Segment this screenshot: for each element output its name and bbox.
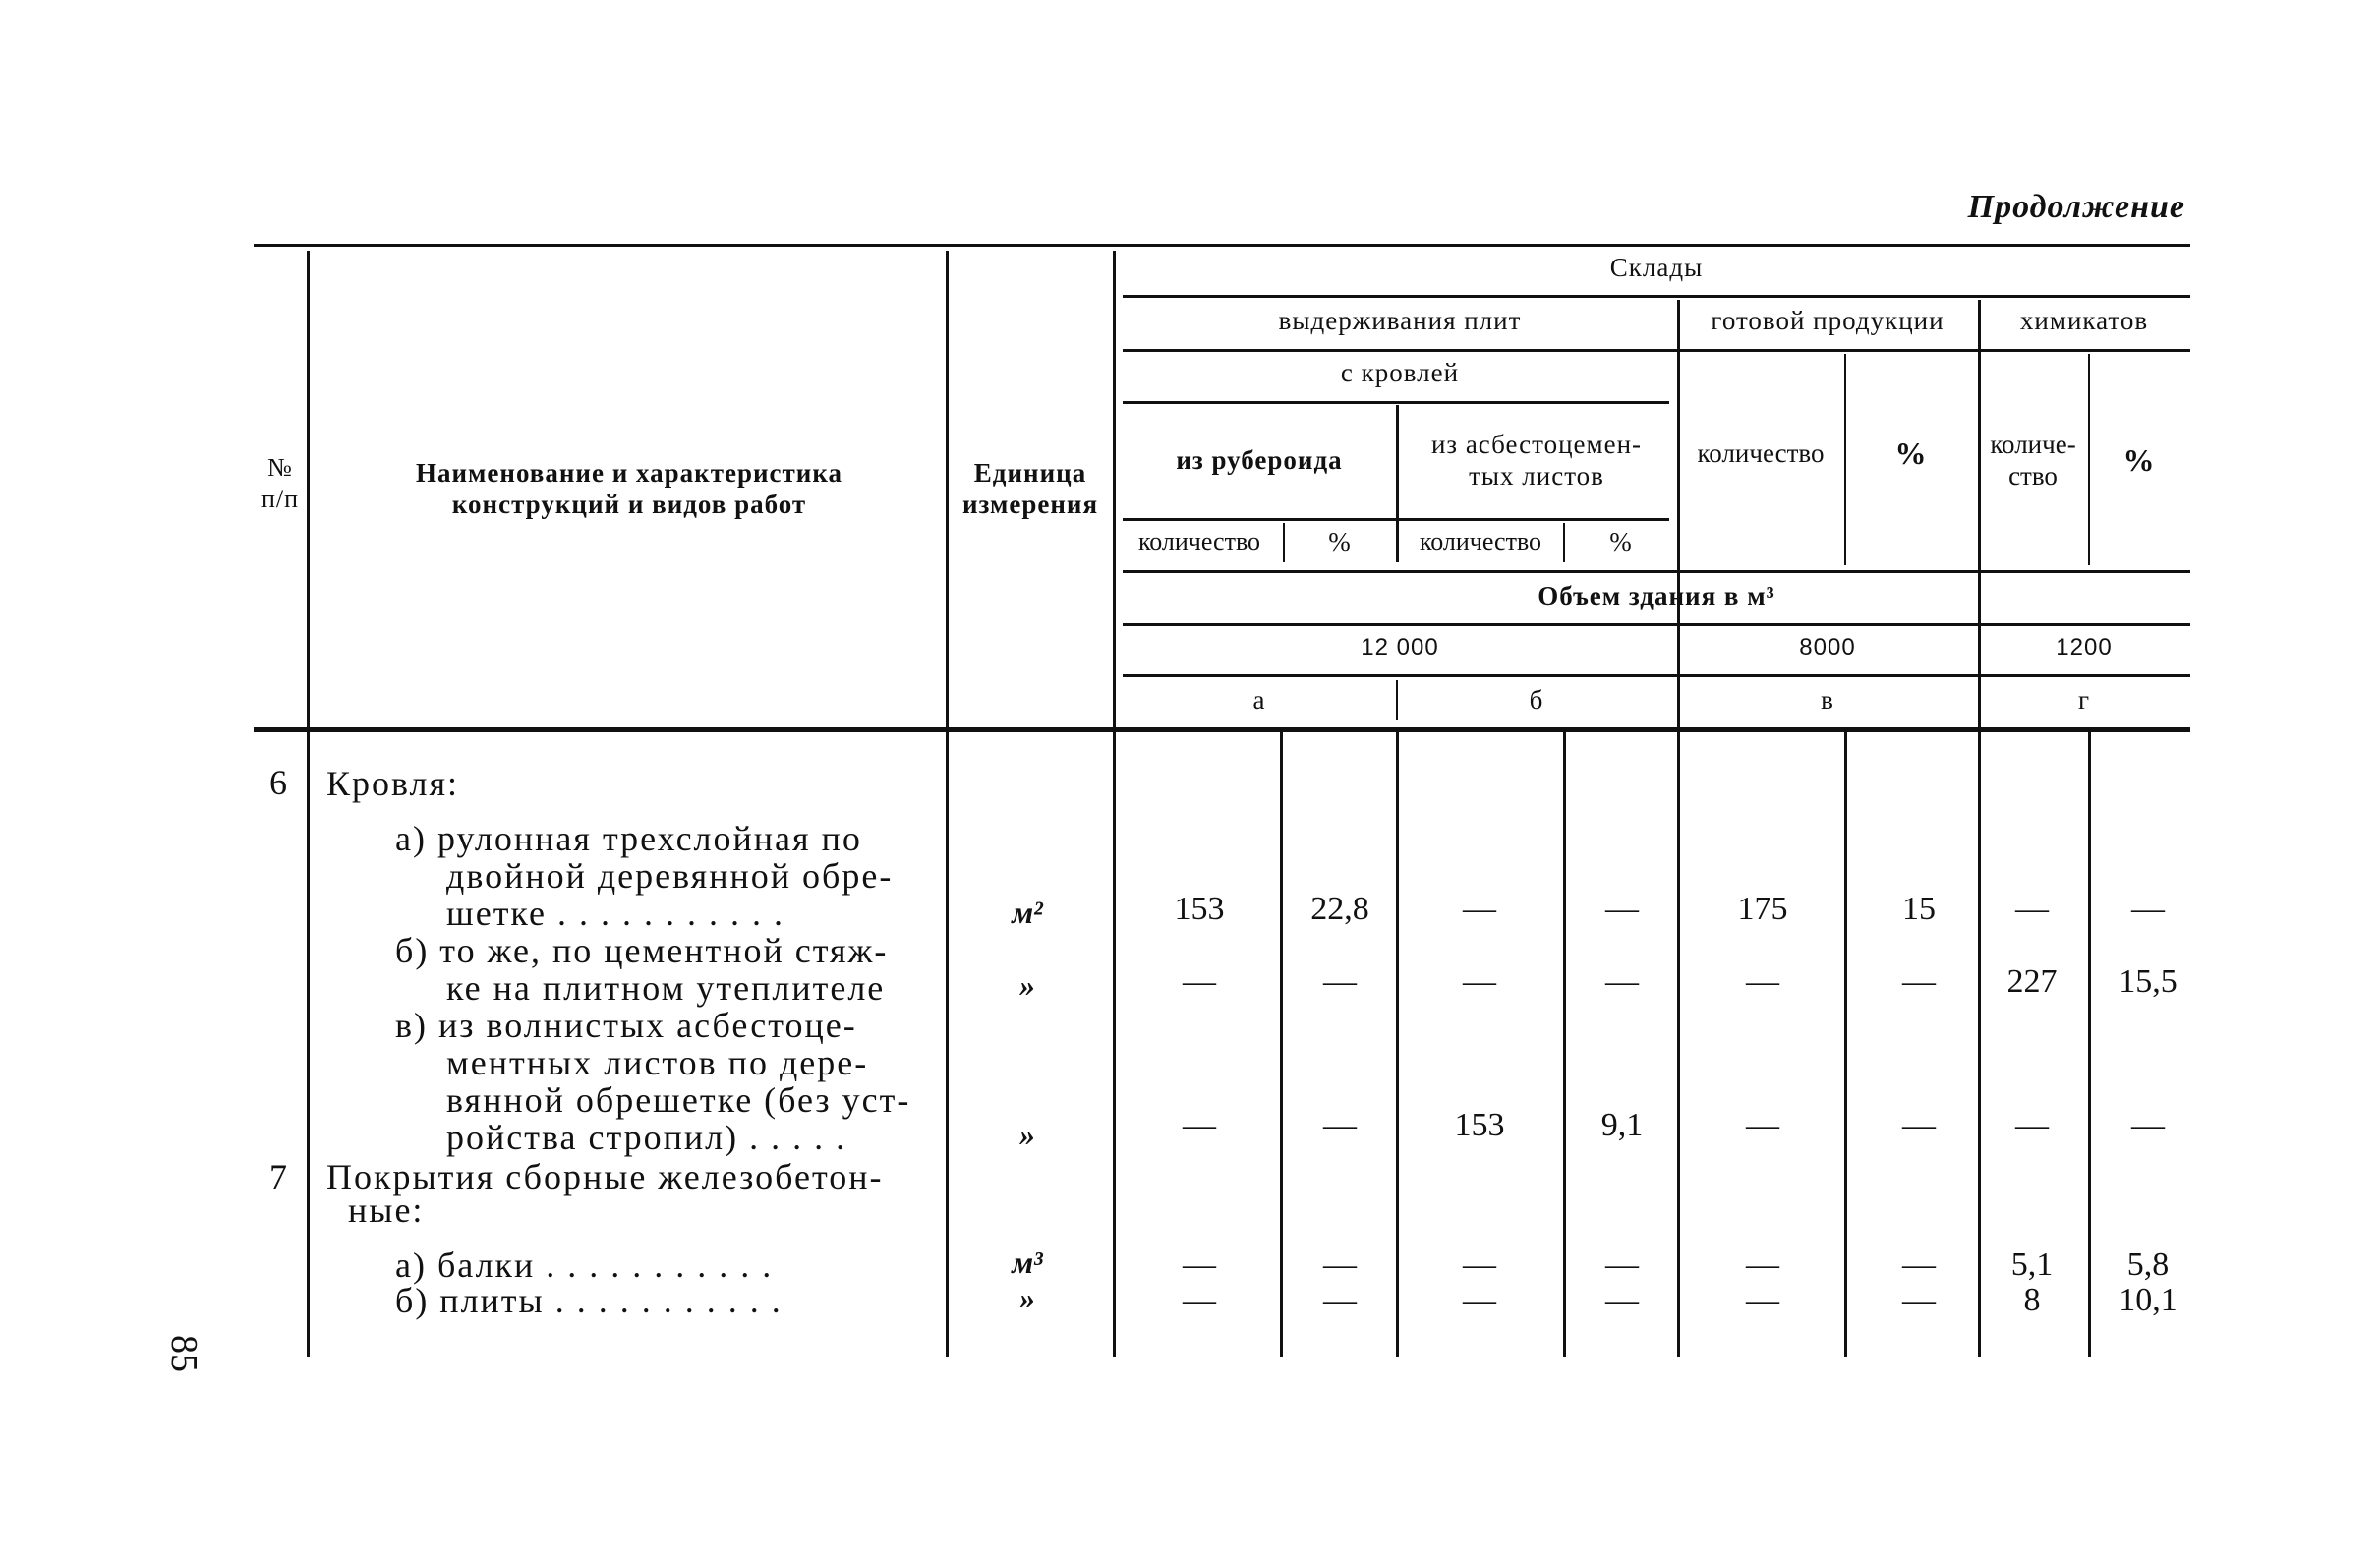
row-6a-line2: двойной деревянной обре- — [446, 856, 894, 896]
rule-under-sklady — [1123, 295, 2190, 298]
row-7b-val-4: — — [1605, 1282, 1639, 1318]
rule-under-obem — [1123, 623, 2190, 626]
header-khimikatov: химикатов — [2019, 306, 2149, 335]
row-6a-unit: м² — [1012, 895, 1043, 930]
header-unit: Единица измерения — [961, 458, 1099, 519]
row-7b-val-5: — — [1746, 1282, 1779, 1318]
row-7b-line1: б) плиты . . . . . . . . . . . — [395, 1281, 783, 1320]
row-7a-val-5: — — [1746, 1247, 1779, 1283]
col-divider-3 — [1113, 251, 1116, 1357]
header-sklady: Склады — [1609, 253, 1704, 282]
row-6b-val-3: — — [1463, 963, 1496, 1000]
row-6b-val-2: — — [1323, 963, 1357, 1000]
row-6b-val-1: — — [1183, 963, 1216, 1000]
header-letter-v: в — [1821, 685, 1834, 715]
row-7a-val-7: 5,1 — [2010, 1247, 2054, 1283]
row-6v-line4: ройства стропил) . . . . . — [446, 1118, 847, 1157]
row-6v-unit: » — [1019, 1117, 1035, 1152]
col-divider-2 — [946, 251, 949, 1357]
row-6v-line1: в) из волнистых асбестоце- — [395, 1006, 857, 1045]
row-6b-line1: б) то же, по цементной стяж- — [395, 931, 889, 970]
row-7b-val-8: 10,1 — [2119, 1282, 2177, 1318]
header-vol-g: 1200 — [2056, 634, 2113, 661]
header-vyderzhivaniya: выдерживания плит — [1278, 306, 1522, 335]
header-letter-b: б — [1529, 685, 1544, 715]
row-7b-val-7: 8 — [2023, 1282, 2041, 1318]
row-7a-val-4: — — [1605, 1247, 1639, 1283]
row-6a-val-3: — — [1463, 891, 1496, 927]
header-obem: Объем здания в м³ — [1538, 581, 1775, 610]
table-top-border — [254, 244, 2190, 247]
row-6a-val-4: — — [1605, 891, 1639, 927]
row-6b-val-6: — — [1902, 963, 1936, 1000]
row-7a-val-1: — — [1183, 1247, 1216, 1283]
header-iz-ruberoida: из рубероида — [1176, 445, 1343, 475]
header-kol-h: количе- ство — [1990, 430, 2076, 491]
row-7b-val-3: — — [1463, 1282, 1496, 1318]
row-6a-line3: шетке . . . . . . . . . . . — [446, 894, 785, 933]
continuation-label: Продолжение — [1967, 189, 2185, 225]
row-6b-val-8: 15,5 — [2119, 963, 2177, 1000]
row-6v-val-8: — — [2131, 1107, 2165, 1143]
row-7a-val-6: — — [1902, 1247, 1936, 1283]
row-6v-val-1: — — [1183, 1107, 1216, 1143]
header-pct-r: % — [1328, 527, 1352, 556]
row-6b-line2: ке на плитном утеплителе — [446, 968, 886, 1008]
row-6b-val-5: — — [1746, 963, 1779, 1000]
row-6v-line3: вянной обрешетке (без уст- — [446, 1080, 911, 1120]
rule-under-s-krovley — [1123, 401, 1669, 404]
row-6v-val-6: — — [1902, 1107, 1936, 1143]
row-number-6: 6 — [269, 763, 287, 802]
row-7b-val-2: — — [1323, 1282, 1357, 1318]
header-letter-g: г — [2077, 685, 2091, 715]
row-7-line1: Покрытия сборные железобетон- — [326, 1157, 884, 1196]
row-6v-val-4: 9,1 — [1600, 1107, 1644, 1143]
header-kol-a: количество — [1419, 527, 1542, 555]
row-6v-val-5: — — [1746, 1107, 1779, 1143]
row-6b-val-4: — — [1605, 963, 1639, 1000]
header-pct-g: % — [1894, 436, 1928, 471]
row-7a-unit: м³ — [1012, 1245, 1043, 1280]
row-6a-val-5: 175 — [1737, 891, 1788, 927]
header-vol-v: 8000 — [1799, 634, 1856, 661]
row-6a-val-7: — — [2015, 891, 2049, 927]
header-no: № п/п — [261, 453, 300, 513]
row-7b-unit: » — [1019, 1280, 1035, 1315]
rule-under-volumes — [1123, 674, 2190, 677]
row-7-line2: ные: — [348, 1191, 425, 1230]
row-title-krovlya: Кровля: — [326, 764, 460, 803]
row-7a-val-8: 5,8 — [2126, 1247, 2170, 1283]
page-number: 85 — [163, 1335, 204, 1372]
row-7b-val-6: — — [1902, 1282, 1936, 1318]
row-6v-val-3: 153 — [1454, 1107, 1505, 1143]
row-6a-val-8: — — [2131, 891, 2165, 927]
header-s-krovley: с кровлей — [1340, 358, 1460, 387]
rule-under-group — [1123, 349, 2190, 352]
rule-above-obem — [1123, 570, 2190, 573]
row-6v-val-7: — — [2015, 1107, 2049, 1143]
row-6b-val-7: 227 — [2006, 963, 2058, 1000]
header-vol-a: 12 000 — [1361, 634, 1439, 661]
row-6b-unit: » — [1019, 967, 1035, 1003]
row-6v-line2: ментных листов по дере- — [446, 1043, 869, 1082]
row-7a-val-2: — — [1323, 1247, 1357, 1283]
header-gotovoy: готовой продукции — [1711, 306, 1945, 335]
header-kol-r: количество — [1137, 527, 1261, 555]
col-divider-1 — [307, 251, 310, 1357]
header-letter-a: а — [1252, 685, 1266, 715]
header-bottom-border — [254, 727, 2190, 732]
header-pct-h: % — [2122, 442, 2156, 478]
row-7a-val-3: — — [1463, 1247, 1496, 1283]
header-iz-asbest: из асбестоцемен- тых листов — [1430, 430, 1643, 491]
row-number-7: 7 — [269, 1157, 287, 1196]
header-pct-a: % — [1609, 527, 1633, 556]
row-7a-line1: а) балки . . . . . . . . . . . — [395, 1246, 774, 1285]
header-kol-g: количество — [1697, 438, 1825, 468]
header-name: Наименование и характеристика конструкций и видов работ — [415, 458, 843, 519]
row-6a-val-6: 15 — [1902, 891, 1936, 927]
row-7b-val-1: — — [1183, 1282, 1216, 1318]
row-6v-val-2: — — [1323, 1107, 1357, 1143]
row-6a-line1: а) рулонная трехслойная по — [395, 819, 862, 858]
row-6a-val-2: 22,8 — [1310, 891, 1369, 927]
row-6a-val-1: 153 — [1174, 891, 1225, 927]
